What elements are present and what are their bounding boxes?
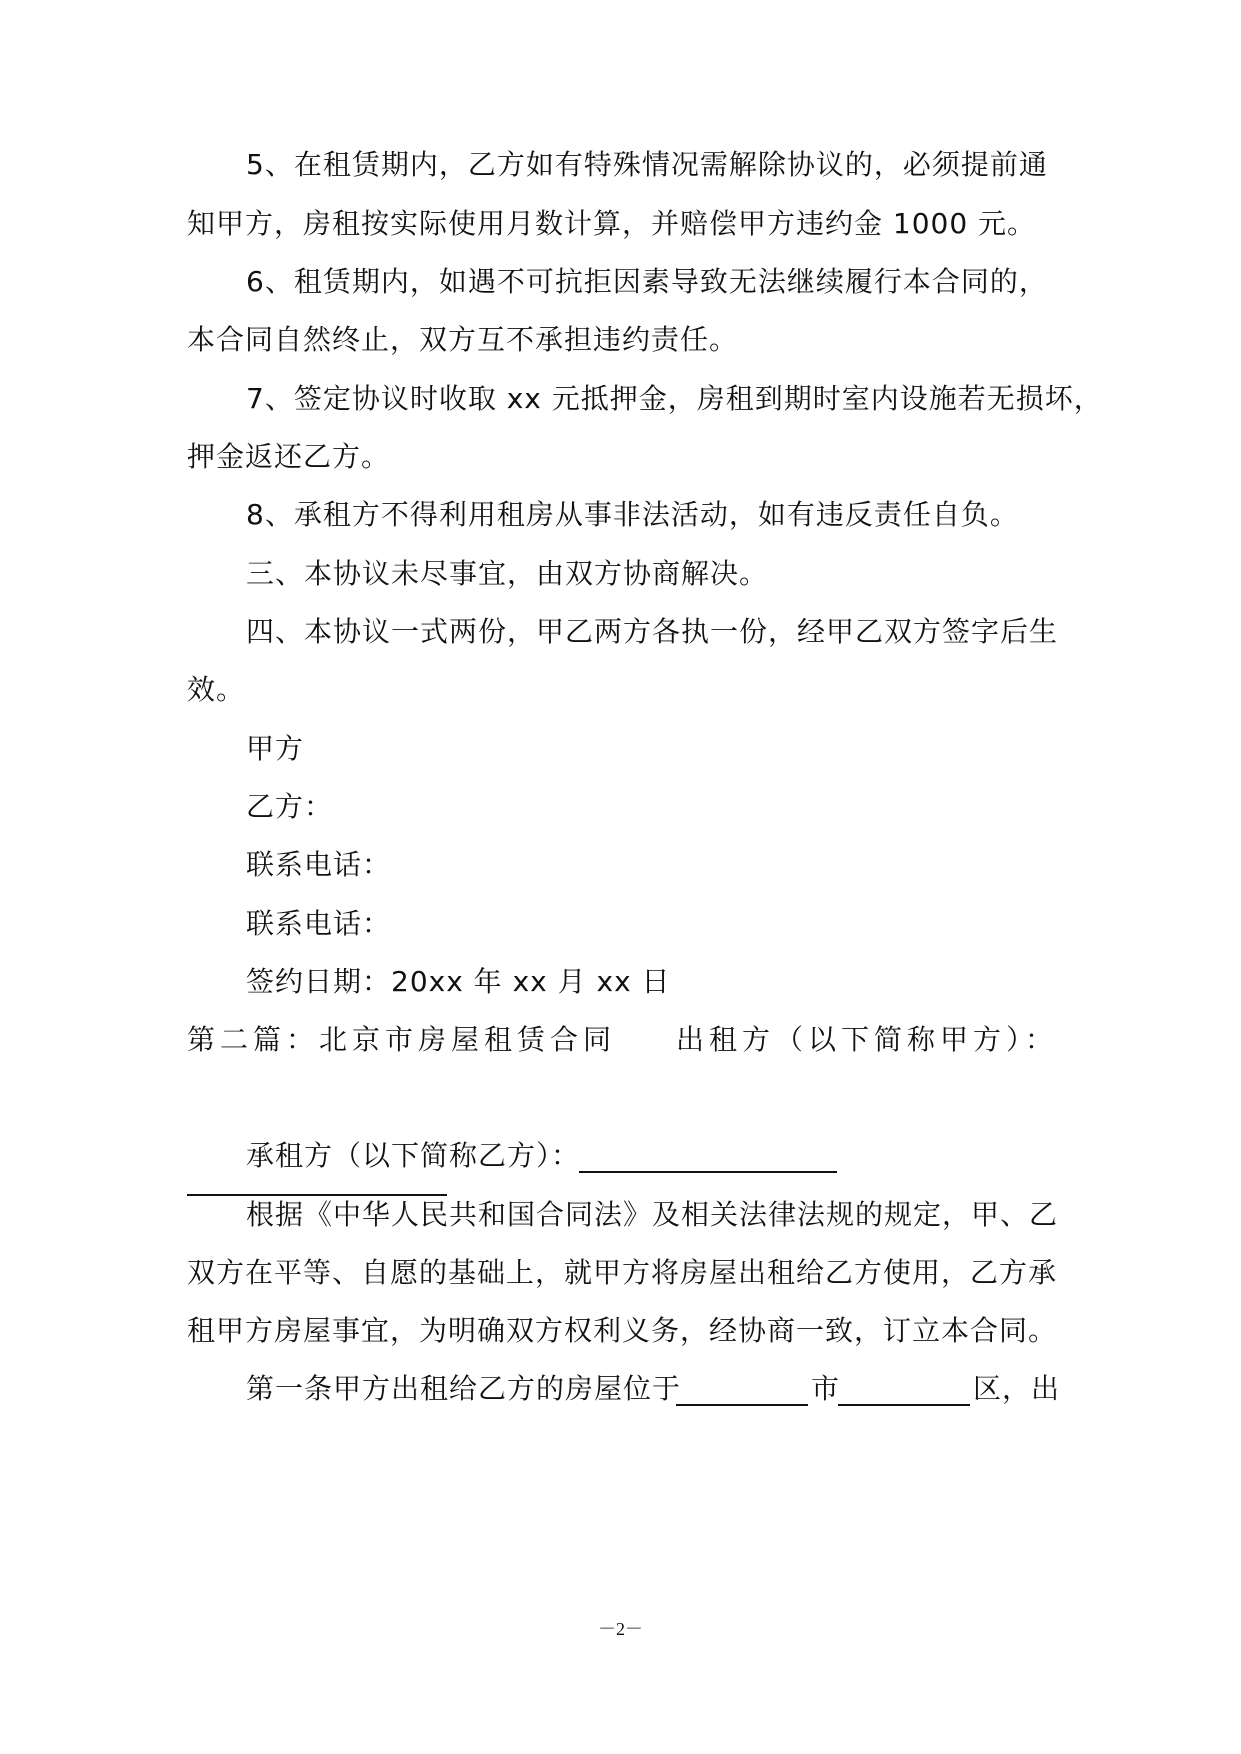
paragraph-line: 三、本协议未尽事宜，由双方协商解决。 (246, 557, 769, 590)
district-label: 区，出 (973, 1372, 1061, 1405)
article-one-text: 第一条甲方出租给乙方的房屋位于 (246, 1372, 682, 1405)
paragraph-line: 四、本协议一式两份，甲乙两方各执一份，经甲乙双方签字后生 (246, 615, 1059, 648)
page-number: －2－ (598, 1619, 643, 1639)
paragraph-line: 6、租赁期内，如遇不可抗拒因素导致无法继续履行本合同的， (246, 265, 1048, 298)
section-title: 第二篇：北京市房屋租赁合同 (187, 1023, 617, 1056)
paragraph-line: 7、签定协议时收取 xx 元抵押金，房租到期时室内设施若无损坏， (246, 382, 1103, 415)
paragraph-line: 效。 (187, 673, 246, 706)
lessor-name-blank (187, 1194, 447, 1196)
city-blank (676, 1404, 808, 1406)
paragraph-line: 8、承租方不得利用租房从事非法活动，如有违反责任自负。 (246, 498, 1019, 531)
lessor-label: 出租方（以下简称甲方）： (676, 1023, 1059, 1056)
paragraph-line: 知甲方，房租按实际使用月数计算，并赔偿甲方违约金 1000 元。 (187, 207, 1037, 240)
paragraph-line: 租甲方房屋事宜，为明确双方权利义务，经协商一致，订立本合同。 (187, 1314, 1058, 1347)
paragraph-line: 根据《中华人民共和国合同法》及相关法律法规的规定，甲、乙 (246, 1198, 1059, 1231)
district-blank (838, 1404, 970, 1406)
paragraph-line: 押金返还乙方。 (187, 440, 391, 473)
party-a-label: 甲方 (246, 732, 305, 765)
party-b-label: 乙方： (246, 790, 334, 823)
lessee-name-blank (579, 1171, 837, 1173)
sign-date: 签约日期：20xx 年 xx 月 xx 日 (246, 965, 671, 998)
paragraph-line: 双方在平等、自愿的基础上，就甲方将房屋出租给乙方使用，乙方承 (187, 1256, 1058, 1289)
phone-label: 联系电话： (246, 848, 392, 881)
city-label: 市 (811, 1372, 841, 1405)
paragraph-line: 本合同自然终止，双方互不承担违约责任。 (187, 323, 739, 356)
lessee-label: 承租方（以下简称乙方）： (246, 1139, 581, 1172)
phone-label: 联系电话： (246, 907, 392, 940)
paragraph-line: 5、在租赁期内，乙方如有特殊情况需解除协议的，必须提前通 (246, 148, 1048, 181)
